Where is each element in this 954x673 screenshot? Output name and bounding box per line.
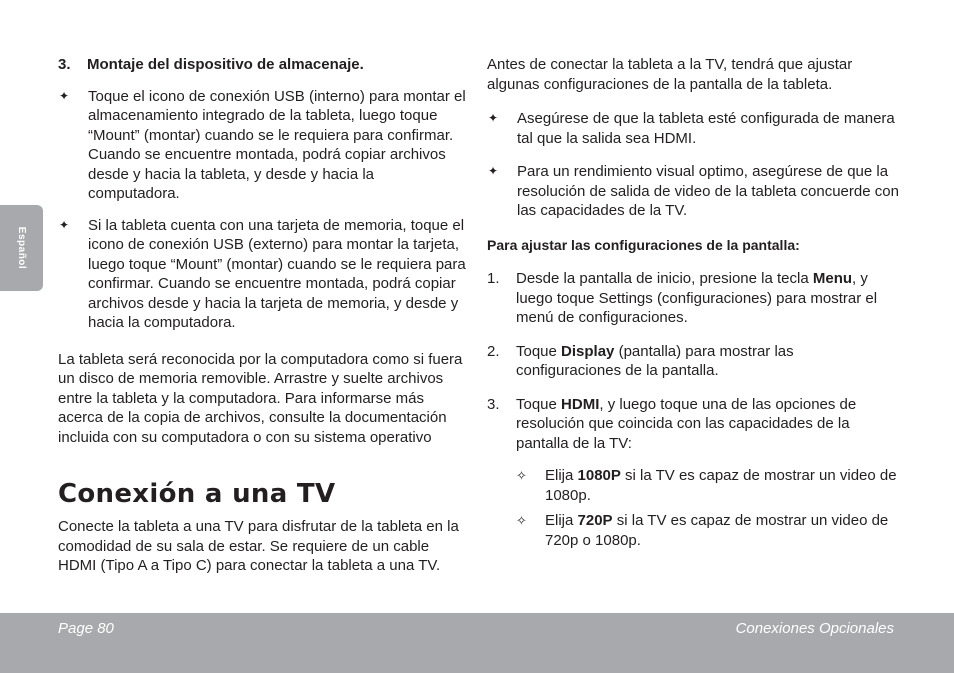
bullet-item bbox=[487, 109, 902, 148]
page-footer bbox=[0, 613, 954, 673]
right-column bbox=[487, 55, 902, 556]
star-bullet-icon: ✦ bbox=[488, 111, 499, 125]
step-number: 3. bbox=[487, 395, 500, 413]
page-number: Page 80 bbox=[58, 620, 114, 637]
settings-subheading: Para ajustar las configuraciones de la pantalla: bbox=[487, 236, 800, 253]
option-text: Elija 1080P si la TV es capaz de mostrar un video de 1080p. bbox=[545, 467, 897, 504]
settings-intro: Antes de conectar la tableta a la TV, tendrá que ajustar algunas configuraciones de la pantalla de la tableta. bbox=[487, 56, 853, 93]
step-number: 2. bbox=[487, 342, 500, 360]
language-tab bbox=[0, 205, 43, 291]
language-tab-label: Español bbox=[15, 226, 27, 270]
section-3-heading bbox=[58, 55, 466, 75]
star-bullet-icon: ✦ bbox=[59, 217, 70, 232]
bullet-item bbox=[487, 162, 902, 221]
step-item bbox=[487, 342, 902, 381]
step-item bbox=[487, 395, 902, 454]
outline-star-bullet-icon: ✧ bbox=[516, 513, 527, 528]
bullet-item bbox=[58, 216, 466, 333]
step-item bbox=[487, 269, 902, 328]
star-bullet-icon: ✦ bbox=[488, 164, 499, 178]
bullet-item bbox=[58, 87, 466, 204]
key-hdmi: HDMI bbox=[561, 395, 600, 413]
option-1080p: 1080P bbox=[577, 467, 621, 484]
bullet-text: Para un rendimiento visual optimo, asegúrese de que la resolución de salida de video de la tableta concuerde con las capacidades de la TV. bbox=[517, 163, 899, 219]
left-column bbox=[58, 55, 466, 576]
key-display: Display bbox=[561, 342, 615, 360]
key-menu: Menu bbox=[812, 270, 853, 287]
resolution-option bbox=[516, 466, 902, 505]
tv-intro-paragraph: Conecte la tableta a una TV para disfrutar de la tableta en la comodidad de su sala de estar. Se requiere de un cable HDMI (Tipo A a Tipo C) para conectar la tableta a una TV. bbox=[58, 518, 459, 574]
step-text: Toque Display (pantalla) para mostrar las configuraciones de la pantalla. bbox=[516, 342, 794, 379]
bullet-text: Asegúrese de que la tableta esté configurada de manera tal que la salida sea HDMI. bbox=[517, 110, 895, 147]
outline-star-bullet-icon: ✧ bbox=[516, 468, 527, 483]
section-heading: Conexión a una TV bbox=[58, 479, 336, 509]
usb-paragraph: La tableta será reconocida por la computadora como si fuera un disco de memoria removible. Arrastre y suelte archivos entre la tableta y la computadora. Para informarse más acerca de la copia de archivos, consulte la documentación incluida con su computadora o con su sistema operativo bbox=[58, 350, 463, 446]
section-3-number: 3. bbox=[58, 56, 71, 73]
step-text: Desde la pantalla de inicio, presione la tecla Menu, y luego toque Settings (configuraciones) para mostrar el menú de configuraciones. bbox=[516, 270, 878, 326]
star-bullet-icon: ✦ bbox=[59, 88, 70, 103]
option-720p: 720P bbox=[577, 512, 613, 529]
step-text: Toque HDMI, y luego toque una de las opciones de resolución que coincida con las capacidades de la pantalla de la TV: bbox=[516, 395, 857, 452]
option-text: Elija 720P si la TV es capaz de mostrar un video de 720p o 1080p. bbox=[545, 512, 889, 549]
section-3-title: Montaje del dispositivo de almacenaje. bbox=[87, 56, 364, 73]
step-number: 1. bbox=[487, 270, 500, 287]
bullet-text: Toque el icono de conexión USB (interno) para montar el almacenamiento integrado de la tableta, luego toque “Mount” (montar) cuando se le requiera para confirmar. Cuando se encuentre montada, podrá copiar archivos desde y hacia la tableta, y desde y hacia la computadora. bbox=[88, 87, 466, 202]
bullet-text: Si la tableta cuenta con una tarjeta de memoria, toque el icono de conexión USB (externo) para montar la tarjeta, luego toque “Mount” (montar) cuando se le requiera para confirmar. Cuando se encuentre montada, podrá copiar archivos desde y hacia la tarjeta de memoria, y desde y hacia la computadora. bbox=[88, 216, 466, 331]
footer-section-title: Conexiones Opcionales bbox=[735, 620, 894, 637]
resolution-option bbox=[516, 511, 902, 550]
